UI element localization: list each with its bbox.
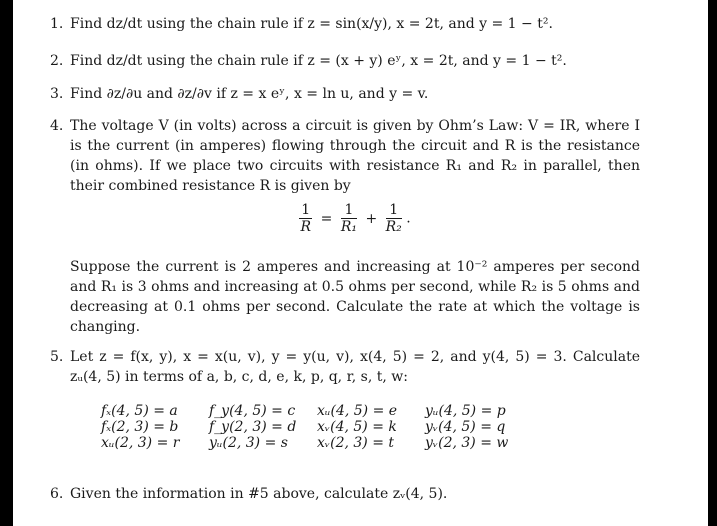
table-cell: xᵥ(4, 5) = k <box>317 419 397 435</box>
problem-text: Given the information in #5 above, calculate zᵥ(4, 5). <box>70 486 448 502</box>
table-cell: xᵤ(2, 3) = r <box>101 435 180 451</box>
problem-number: 6. <box>50 486 64 502</box>
problem-number: 5. <box>50 349 64 365</box>
problem-number: 1. <box>50 16 64 32</box>
equals-sign: = <box>320 210 333 227</box>
problem-text: Find ∂z/∂u and ∂z/∂v if z = x eʸ, x = ln u, and y = v. <box>70 86 429 102</box>
formula-period: . <box>406 210 411 227</box>
fraction-denominator: R <box>300 219 312 235</box>
worksheet-page <box>13 0 708 526</box>
problem-number: 4. <box>50 118 64 134</box>
fraction-numerator: 1 <box>341 202 357 219</box>
table-cell: yᵥ(2, 3) = w <box>425 435 509 451</box>
table-cell: xᵥ(2, 3) = t <box>317 435 395 451</box>
fraction-numerator: 1 <box>301 202 311 218</box>
table-cell: yᵤ(2, 3) = s <box>209 435 288 451</box>
problem-text-intro: The voltage V (in volts) across a circuit is given by Ohm’s Law: V = IR, where I is the current (in amperes) flowing through the circuit and R is the resistance (in ohms). If we place two circuits with resistance R₁ and R₂ in parallel, then their combined resistance R is given by <box>70 118 640 194</box>
problem-text-followup: Suppose the current is 2 amperes and increasing at 10⁻² amperes per second and R₁ is 3 ohms and increasing at 0.5 ohms per second, while R₂ is 5 ohms and decreasing at 0.1 ohms per second. Calculate the rate at which the voltage is changing. <box>70 259 640 335</box>
fraction-term-1 <box>341 202 357 235</box>
derivative-values-table <box>13 403 708 463</box>
fraction-denominator: R₂ <box>385 219 402 235</box>
fraction-denominator: R₁ <box>340 219 357 235</box>
fraction-numerator: 1 <box>386 202 402 219</box>
table-cell: fₓ(4, 5) = a <box>101 403 178 419</box>
fraction-lhs <box>299 202 312 235</box>
table-cell: f_y(2, 3) = d <box>209 419 297 435</box>
problem-text: Let z = f(x, y), x = x(u, v), y = y(u, v), x(4, 5) = 2, and y(4, 5) = 3. Calculate zᵤ(4, 5) in terms of a, b, c, d, e, k, p, q, r, s, t, w: <box>70 349 640 385</box>
table-cell: f_y(4, 5) = c <box>209 403 296 419</box>
problem-text: Find dz/dt using the chain rule if z = sin(x/y), x = 2t, and y = 1 − t². <box>70 16 553 32</box>
problem-number: 3. <box>50 86 64 102</box>
problem-number: 2. <box>50 53 64 69</box>
table-cell: yᵥ(4, 5) = q <box>425 419 506 435</box>
plus-sign: + <box>365 210 378 227</box>
table-cell: fₓ(2, 3) = b <box>101 419 179 435</box>
resistance-formula <box>70 202 640 235</box>
table-cell: yᵤ(4, 5) = p <box>425 403 506 419</box>
table-cell: xᵤ(4, 5) = e <box>317 403 398 419</box>
fraction-term-2 <box>386 202 402 235</box>
problem-text: Find dz/dt using the chain rule if z = (x + y) eʸ, x = 2t, and y = 1 − t². <box>70 53 567 69</box>
